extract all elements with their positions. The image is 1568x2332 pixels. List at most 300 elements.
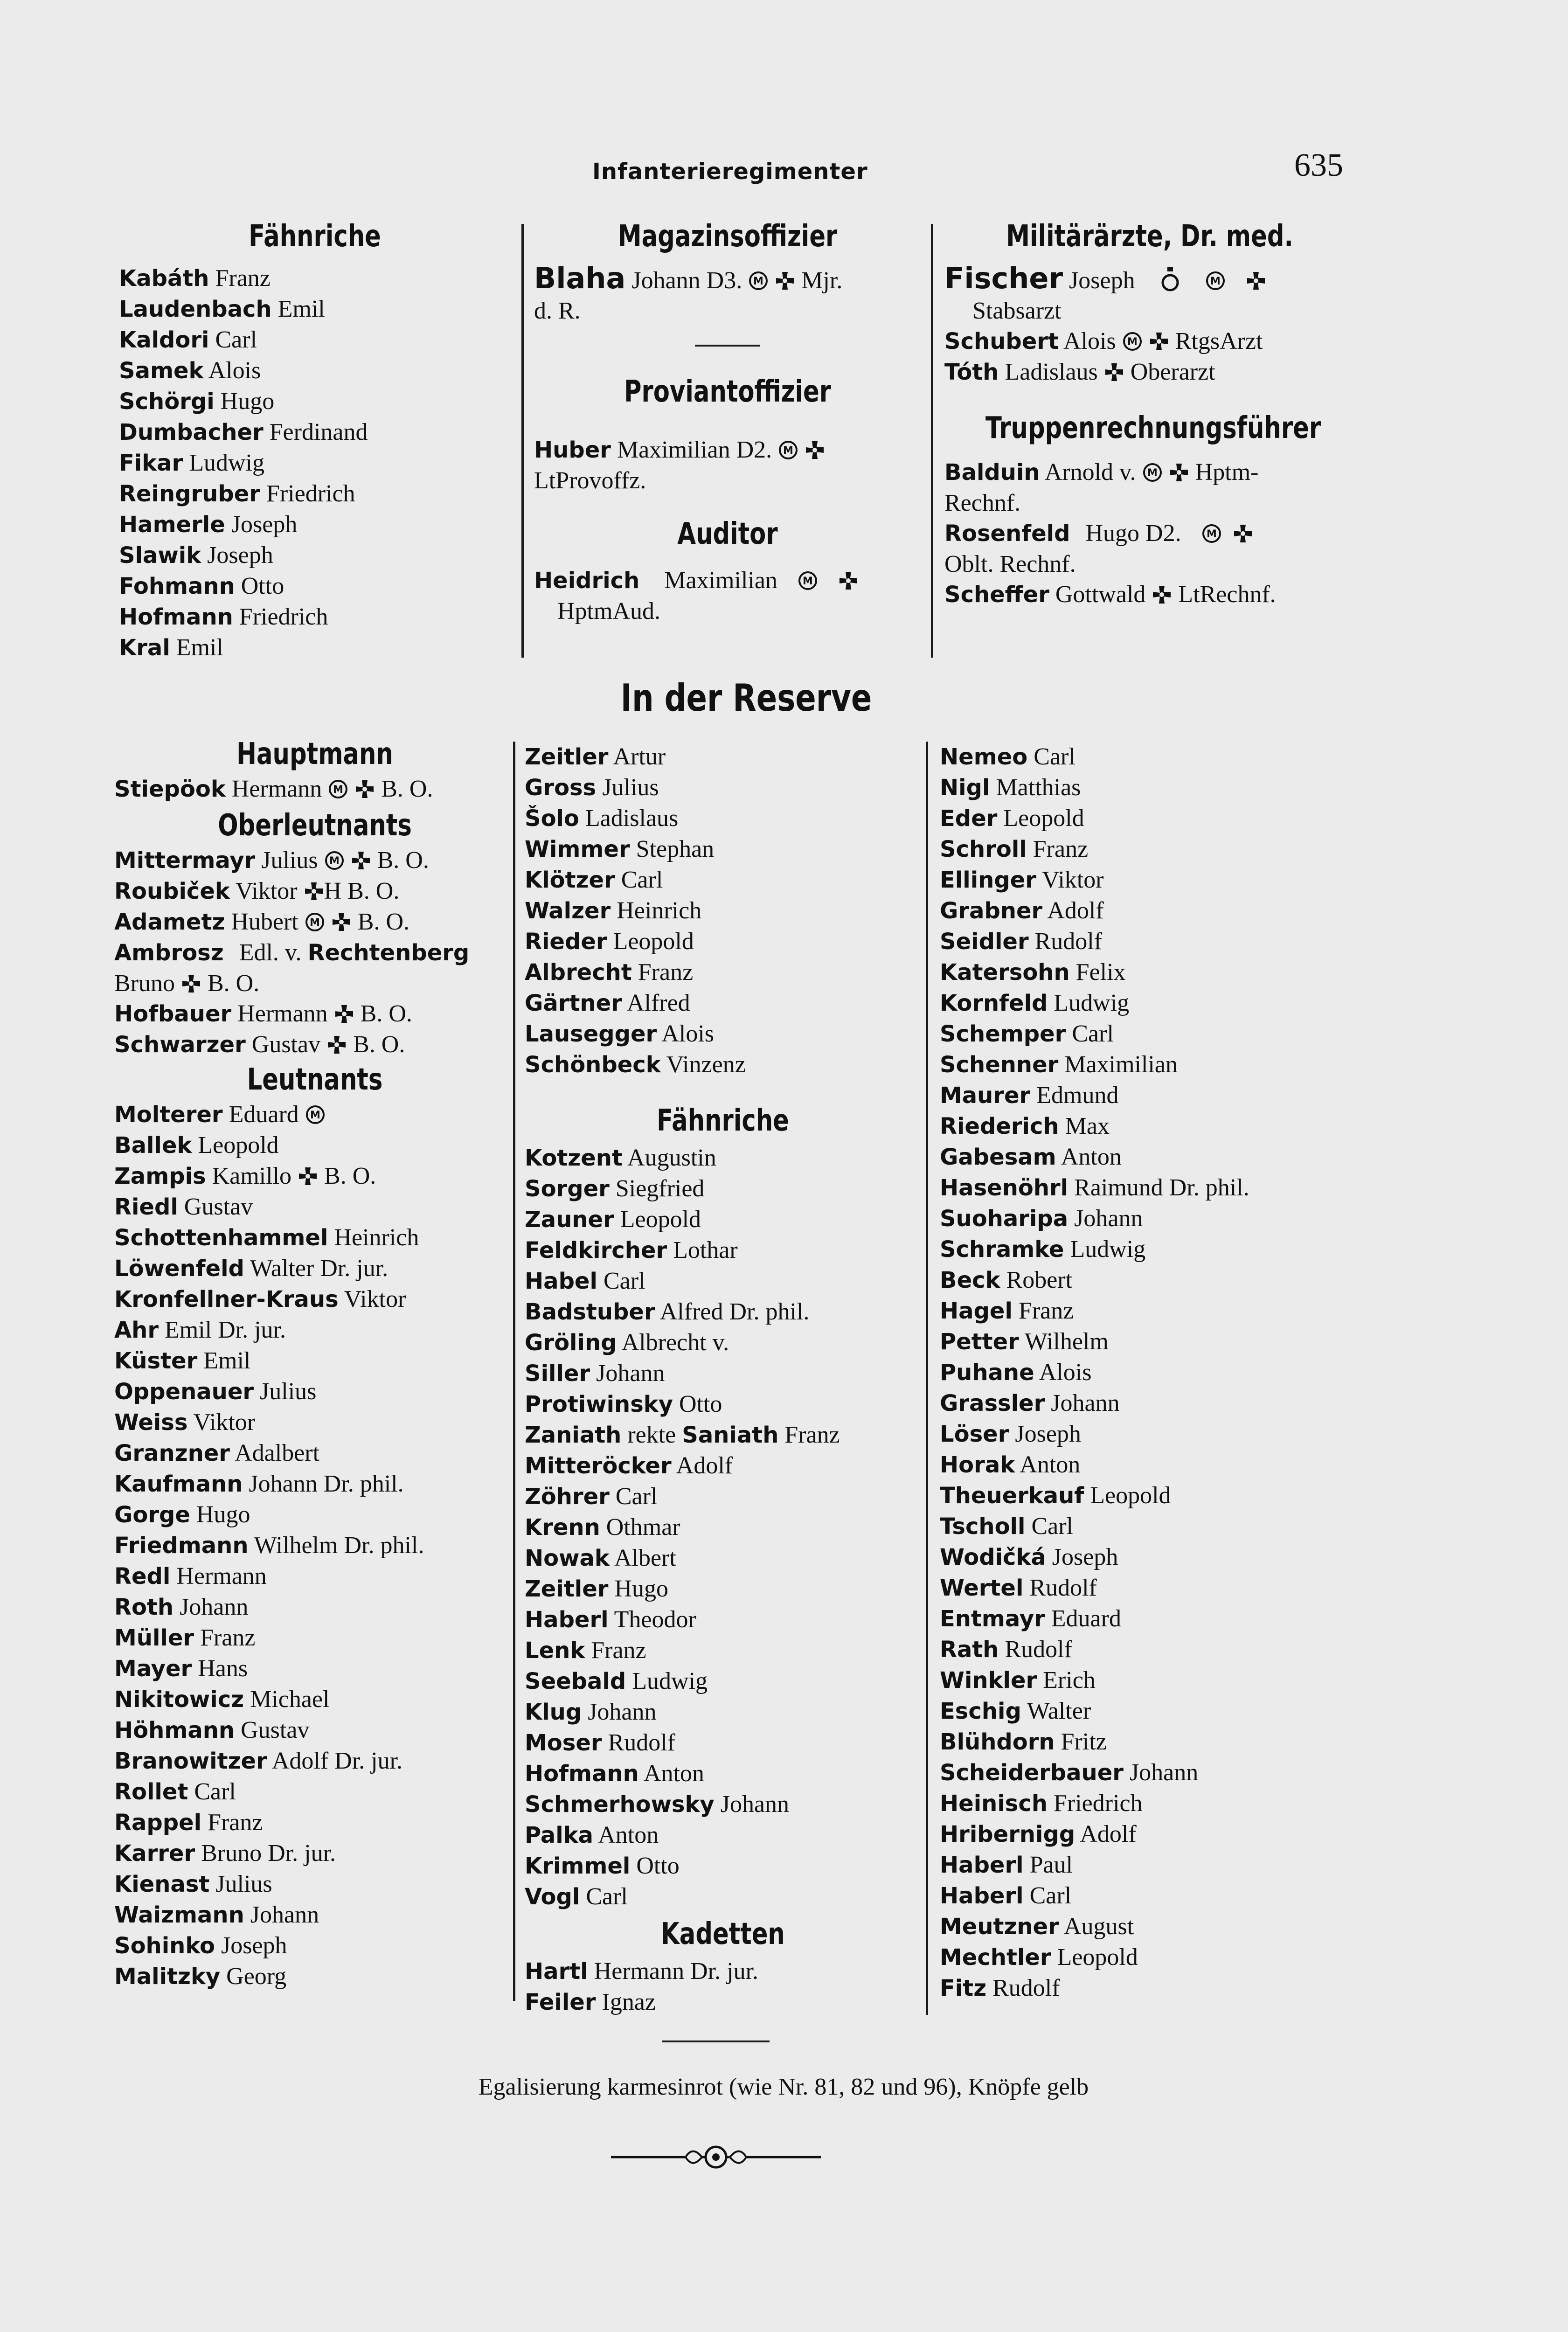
list-item [940,1480,1360,1511]
surname: Palka [525,1822,594,1848]
given-name: Vinzenz [666,1051,746,1078]
given-name: Emil [278,296,325,322]
given-name: Johann [588,1699,657,1725]
list-item [525,772,921,803]
surname: Horak [940,1452,1015,1478]
surname: Rappel [114,1810,202,1836]
given-name: Arnold v. [1044,459,1136,486]
list-item [119,263,511,294]
list-item [525,926,921,957]
list-item [940,1511,1360,1542]
given-name: Franz [208,1809,263,1836]
entry-list [525,742,921,1080]
list-item [940,1173,1360,1203]
surname: Seidler [940,929,1029,955]
annotation: B. O. [353,1031,405,1058]
given-name: Franz [591,1637,646,1664]
annotation: B. O. [360,1000,412,1027]
list-item [944,357,1355,388]
surname: Theuerkauf [940,1483,1084,1509]
surname: Albrecht [525,959,632,986]
reserve-col-1 [114,737,515,1992]
given-name: Friedrich [1054,1790,1143,1817]
surname: Dumbacher [119,419,264,445]
given-name: Hans [198,1655,248,1682]
given-name: Viktor [1041,867,1104,893]
given-name: Alois [208,357,261,384]
section-title: Kadetten [661,1917,785,1951]
rank: LtRechnf. [1178,581,1276,608]
rank: Hptm- [1195,459,1259,486]
list-item [940,988,1360,1019]
list-item [525,1358,921,1389]
surname: Kotzent [525,1145,623,1171]
list-item [940,1603,1360,1634]
given-name: Emil [203,1347,251,1374]
given-name: Joseph [207,542,273,569]
list-item [119,509,511,540]
list-item [940,1203,1360,1234]
given-name: Johann [180,1594,249,1620]
surname: Seebald [525,1668,626,1694]
section-title: Militärärzte, Dr. med. [1006,219,1293,254]
surname: Blaha [534,261,626,295]
list-item [940,1234,1360,1265]
list-item-continuation: Stabsarzt [972,298,1062,324]
surname: Riedl [114,1194,178,1220]
list-item [525,1820,921,1851]
list-item [114,1715,515,1746]
given-name: rekte [627,1422,676,1448]
list-item [114,1192,515,1222]
list-item [534,263,921,296]
surname: Redl [114,1563,171,1589]
surname: Haberl [525,1607,609,1633]
column-rule [521,224,524,658]
surname: Zeitler [525,1576,609,1602]
list-item-continuation: HptmAud. [557,598,660,625]
list-item [114,1161,515,1192]
surname: Zeitler [525,744,609,770]
surname: Waizmann [114,1902,244,1928]
surname: Slawik [119,542,201,569]
divider [695,345,760,347]
column-rule [513,742,515,2001]
surname: Löser [940,1421,1009,1447]
given-name: August [1063,1913,1134,1940]
surname: Kornfeld [940,990,1048,1016]
list-item [940,1326,1360,1357]
list-item [525,1143,921,1173]
list-item [114,1376,515,1407]
given-name: Hugo [220,388,275,415]
list-item [940,803,1360,834]
surname: Friedmann [114,1533,249,1559]
given-name: Ludwig [189,450,264,476]
given-name: Georg [226,1963,287,1990]
list-item [525,1543,921,1574]
given-name: Franz [638,959,694,986]
section-title: Truppenrechnungsführer [985,411,1321,445]
ornament-icon [611,2138,821,2176]
given-name: Emil Dr. jur. [165,1317,286,1343]
surname: Müller [114,1625,194,1651]
given-name: Otto [636,1853,680,1879]
given-name: Paul [1029,1852,1073,1878]
given-name: Heinrich [334,1224,419,1251]
given-name: Otto [679,1391,722,1417]
list-item [940,1265,1360,1296]
surname: Entmayr [940,1606,1045,1632]
given-name: Max [1065,1113,1110,1139]
surname: Sorger [525,1176,610,1202]
surname: Karrer [114,1840,195,1867]
surname: Balduin [944,459,1040,486]
list-item [525,1574,921,1604]
list-item [525,1049,921,1080]
list-item [525,1266,921,1297]
surname: Molterer [114,1102,223,1128]
surname: Saniath [682,1422,779,1448]
given-name: Bruno [114,970,175,997]
given-name: Franz [215,265,271,292]
surname: Heinisch [940,1791,1048,1817]
list-item [114,1900,515,1930]
given-name: Anton [643,1760,704,1787]
surname: Hofmann [525,1761,639,1787]
given-name: Carl [1034,743,1075,770]
given-name: Adolf [676,1452,733,1479]
surname: Kral [119,635,170,661]
cross-icon [805,440,825,460]
given-name: Anton [598,1822,659,1848]
list-item [525,1389,921,1420]
list-item [525,1235,921,1266]
given-name: Raimund Dr. phil. [1074,1174,1249,1201]
list-item [940,1419,1360,1450]
surname: Schmerhowsky [525,1791,715,1818]
list-item [114,1653,515,1684]
surname: Schemper [940,1021,1066,1047]
given-name: Joseph [1052,1544,1118,1570]
given-name: Carl [603,1268,645,1294]
given-name: Carl [615,1483,658,1510]
surname: Hasenöhrl [940,1175,1068,1201]
cross-icon [1104,362,1124,382]
surname: Gröling [525,1330,617,1356]
given-name: Artur [613,743,666,770]
cross-icon [1246,271,1266,291]
medal-m-icon [1122,331,1143,352]
surname: Rath [940,1637,999,1663]
surname: Fitz [940,1975,987,2001]
medal-m-icon [778,440,798,460]
given-name: Ladislaus [585,805,679,832]
given-name: Hermann [237,1000,328,1027]
annotation: B. O. [208,970,260,997]
rank: Mjr. [801,267,843,294]
surname: Beck [940,1267,1000,1293]
given-name: Ludwig [1054,990,1130,1016]
given-name: Michael [250,1686,330,1713]
list-item-continuation: Rechnf. [944,490,1021,516]
surname: Šolo [525,805,579,832]
given-name: Hugo [614,1575,668,1602]
surname: Nowak [525,1545,610,1571]
given-name: Siegfried [615,1175,705,1202]
surname: Laudenbach [119,296,272,322]
list-item [525,1758,921,1789]
list-item [114,845,515,876]
given-name: Julius [215,1871,272,1897]
list-item [119,602,511,632]
given-name: Adolf [1047,897,1104,924]
list-item [525,1956,921,1987]
list-item [940,1080,1360,1111]
cross-icon [334,1004,354,1024]
list-item [940,1942,1360,1973]
cross-icon [1233,523,1253,544]
given-name: Viktor [193,1409,256,1436]
list-item [940,1049,1360,1080]
surname: Blühdorn [940,1729,1055,1755]
surname: Adametz [114,909,225,935]
given-name: Heinrich [617,897,702,924]
surname: Puhane [940,1360,1034,1386]
surname: Oppenauer [114,1379,254,1405]
list-item [940,1357,1360,1388]
given-name: Ferdinand [269,419,368,445]
list-item [114,1869,515,1900]
reserve-col-2 [525,742,921,2018]
given-name: Ludwig [1070,1236,1146,1263]
surname: Badstuber [525,1299,655,1325]
list-item [114,937,515,968]
list-item [114,1438,515,1469]
surname: Rieder [525,929,607,955]
given-name: Gustav [241,1717,310,1743]
given-name: Albert [614,1545,676,1571]
given-name: Rudolf [1005,1636,1072,1663]
surname: Hagel [940,1298,1013,1324]
annotation: B. O. [377,847,429,874]
list-item [940,834,1360,865]
list-item [525,895,921,926]
surname: Grabner [940,898,1043,924]
section-title: Oberleutnants [218,808,412,843]
given-name: Carl [1029,1882,1072,1909]
given-name: Hugo D2. [1085,520,1181,547]
cross-icon [1169,462,1189,483]
list-item [119,448,511,479]
list-item [525,1173,921,1204]
surname: Hofmann [119,604,233,630]
list-item [114,999,515,1029]
list-item [525,1019,921,1049]
surname: Wodičká [940,1544,1046,1570]
given-name: Franz [1018,1298,1074,1324]
list-item [940,865,1360,895]
surname: Wertel [940,1575,1024,1601]
cross-icon [354,779,375,799]
list-item [525,1728,921,1758]
medal-m-icon [798,570,818,591]
title: Edl. v. [239,939,302,966]
given-name: Fritz [1061,1728,1107,1755]
cross-icon [331,912,352,932]
surname: Schörgi [119,389,215,415]
list-item [114,1777,515,1807]
given-name: Carl [586,1883,628,1910]
list-item [119,325,511,355]
surname: Scheiderbauer [940,1760,1124,1786]
surname: Wimmer [525,836,630,862]
medal-m-icon [324,850,345,871]
list-item [525,803,921,834]
surname: Maurer [940,1083,1031,1109]
list-item [940,1911,1360,1942]
list-item [114,876,515,907]
list-item [114,1029,515,1060]
order-icon [1160,266,1180,294]
section-title: Hauptmann [236,737,393,771]
given-name: Edmund [1036,1082,1119,1109]
list-item [119,294,511,325]
given-name: Leopold [1003,805,1084,832]
given-name: Otto [241,573,284,599]
given-name: Maximilian D2. [617,437,772,463]
list-item [114,1623,515,1653]
given-name: Franz [784,1422,840,1448]
surname: Küster [114,1348,198,1374]
rank: RtgsArzt [1175,328,1263,354]
section-title: Fähnriche [249,219,381,254]
surname: Mayer [114,1656,192,1682]
given-name: Kamillo [212,1163,292,1189]
surname: Tscholl [940,1513,1026,1540]
list-item [525,1297,921,1327]
list-item-continuation: LtProvoffz. [534,467,646,494]
list-item [944,579,1355,610]
list-item [940,772,1360,803]
given-name: Ignaz [602,1989,656,2015]
given-name: Walter Dr. jur. [250,1255,389,1282]
list-item [114,1746,515,1777]
surname: Lenk [525,1638,585,1664]
surname: Stiepöok [114,776,226,802]
list-item [534,565,921,596]
cross-icon [775,271,795,291]
given-name: Stephan [636,836,715,862]
list-item [940,1819,1360,1850]
given-name: Johann [1051,1390,1120,1416]
given-name: Hermann [231,776,322,802]
given-name: Alfred Dr. phil. [659,1298,810,1325]
surname: Haberl [940,1883,1024,1909]
given-name: Viktor [344,1286,406,1312]
surname: Granzner [114,1440,230,1466]
list-item [944,457,1355,488]
given-name: Leopold [620,1206,701,1233]
surname: Schubert [944,328,1059,354]
annotation: H B. O. [324,878,400,904]
list-item [940,1388,1360,1419]
entry-list [114,1192,515,1992]
surname: Nemeo [940,744,1028,770]
surname: Walzer [525,898,611,924]
surname: Moser [525,1730,602,1756]
given-name: Eduard [229,1101,299,1128]
surname: Sohinko [114,1933,215,1959]
surname: Roubiček [114,878,230,904]
surname: Mechtler [940,1944,1051,1971]
list-item [525,957,921,988]
given-name: Carl [1031,1513,1073,1540]
list-item [114,1099,515,1130]
cross-icon [1152,584,1172,605]
given-name: Ludwig [632,1668,708,1694]
list-item [940,1788,1360,1819]
list-item [940,926,1360,957]
surname: Klötzer [525,867,615,893]
list-item [525,1204,921,1235]
medal-m-icon [1205,271,1226,291]
list-item [940,1142,1360,1173]
given-name: Carl [1072,1020,1114,1047]
given-name: Leopold [613,928,694,955]
surname: Gärtner [525,990,622,1016]
given-name: Ladislaus [1005,359,1098,385]
surname: Zampis [114,1163,206,1189]
list-item [525,1987,921,2018]
section-title: Proviantoffizier [624,375,831,409]
surname: Kronfellner-Kraus [114,1286,339,1312]
list-item [114,1530,515,1561]
surname: Fohmann [119,573,235,599]
surname: Rollet [114,1779,188,1805]
list-item [940,1111,1360,1142]
given-name: Maximilian [1064,1051,1178,1078]
list-item [114,1561,515,1592]
surname: Lausegger [525,1021,657,1047]
given-name: Alois [1039,1359,1092,1386]
surname: Roth [114,1594,174,1620]
given-name: Adolf [1080,1821,1137,1847]
list-item [940,957,1360,988]
list-item [944,326,1355,357]
given-name: Julius [602,774,659,801]
surname: Zaniath [525,1422,622,1448]
list-item [525,1881,921,1912]
given-name: Johann [1074,1205,1143,1232]
surname: Winkler [940,1667,1037,1693]
list-item [119,479,511,509]
given-name: Joseph [231,511,298,538]
list-item [525,1635,921,1666]
surname: Klug [525,1699,582,1725]
surname: Gross [525,775,597,801]
surname: Scheffer [944,582,1049,608]
surname: Ambrosz [114,940,224,966]
given-name: Albrecht v. [621,1329,729,1356]
list-item [944,518,1355,549]
surname: Nigl [940,775,990,801]
surname: Reingruber [119,481,260,507]
given-name: Leopold [1057,1944,1138,1971]
top-faehnriche-section [119,219,511,663]
list-item [114,1961,515,1992]
given-name: Robert [1006,1267,1073,1293]
